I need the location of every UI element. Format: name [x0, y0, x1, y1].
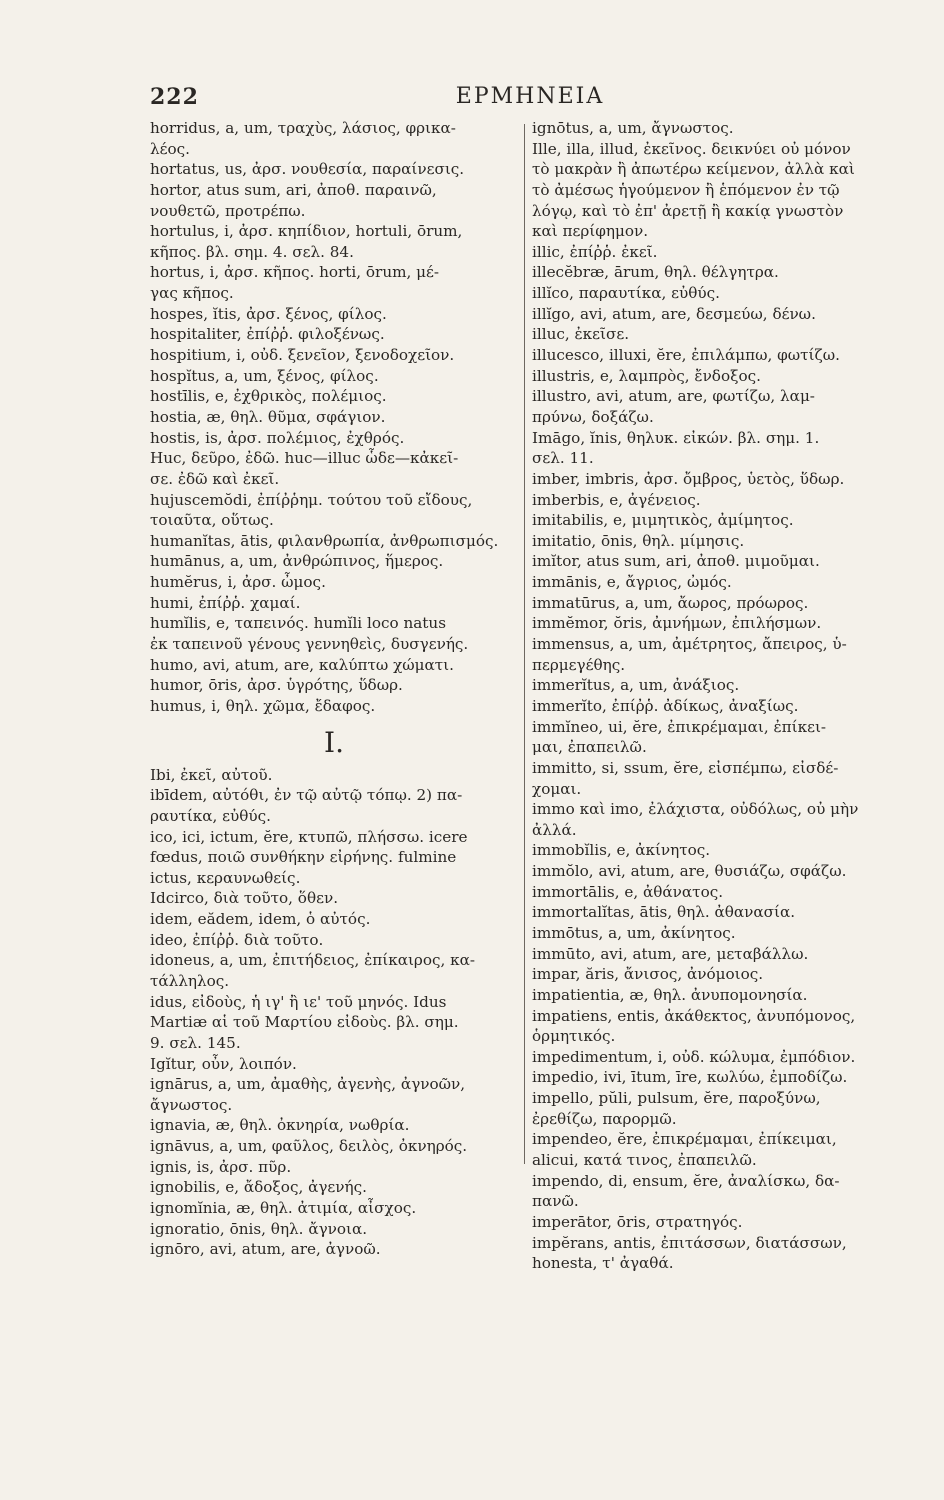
entry-line: τὸ ἀμέσως ἡγούμενον ἢ ἑπόμενον ἐν τῷ	[532, 180, 840, 199]
entry-line: humanĭtas, ātis, φιλανθρωπία, ἀνθρωπισμός.	[150, 531, 499, 550]
entry-line: hospitaliter, ἐπίῤῥ. φιλοξένως.	[150, 325, 385, 344]
entry-line: immortālis, e, ἀθάνατος.	[532, 882, 724, 901]
column-divider	[524, 124, 525, 1164]
entry-line: impello, pŭli, pulsum, ĕre, παροξύνω,	[532, 1089, 821, 1108]
entry-line: 9. σελ. 145.	[150, 1033, 241, 1052]
entry-line: immĭneo, ui, ĕre, ἐπικρέμαμαι, ἐπίκει-	[532, 717, 827, 736]
entry-line: κῆπος. βλ. σημ. 4. σελ. 84.	[150, 242, 354, 261]
entry-line: imber, imbris, ἀρσ. ὄμβρος, ὑετὸς, ὕδωρ.	[532, 469, 845, 488]
entry-line: νουθετῶ, προτρέπω.	[150, 201, 306, 220]
entry-line: illic, ἐπίῤῥ. ἐκεῖ.	[532, 242, 658, 261]
entry-line: immortalĭtas, ātis, θηλ. ἀθανασία.	[532, 903, 796, 922]
entry-line: humi, ἐπίῤῥ. χαμαί.	[150, 593, 301, 612]
entry-line: χομαι.	[532, 779, 582, 798]
entry-line: ignobilis, e, ἄδοξος, ἀγενής.	[150, 1178, 367, 1197]
entry-line: ignomĭnia, æ, θηλ. ἀτιμία, αἶσχος.	[150, 1199, 417, 1218]
entry-line: ἐρεθίζω, παρορμῶ.	[532, 1109, 677, 1128]
entry-line: ἀλλά.	[532, 820, 577, 839]
entry-line: πρύνω, δοξάζω.	[532, 407, 654, 426]
section-letter: I.	[324, 725, 344, 759]
entry-line: honesta, τ' ἀγαθά.	[532, 1254, 674, 1273]
entry-line: immŏlo, avi, atum, are, θυσιάζω, σφάζω.	[532, 862, 847, 881]
entry-line: ignoratio, ōnis, θηλ. ἄγνοια.	[150, 1219, 368, 1238]
left-entries-top	[150, 118, 518, 717]
entry-line: immatūrus, a, um, ἄωρος, πρόωρος.	[532, 593, 809, 612]
entry-line: περμεγέθης.	[532, 655, 626, 674]
right-column	[532, 118, 914, 1274]
entry-line: ραυτίκα, εὐθύς.	[150, 806, 271, 825]
entry-line: humĭlis, e, ταπεινός. humĭli loco natus	[150, 614, 446, 633]
entry-line: illucesco, illuxi, ĕre, ἐπιλάμπω, φωτίζω.	[532, 346, 840, 365]
entry-line: τοιαῦτα, οὕτως.	[150, 511, 274, 530]
entry-line: Ille, illa, illud, ἐκεῖνος. δεικνύει οὐ μόνον	[532, 139, 851, 158]
entry-line: ignis, is, ἀρσ. πῦρ.	[150, 1157, 292, 1176]
entry-line: alicui, κατά τινος, ἐπαπειλῶ.	[532, 1151, 757, 1170]
entry-line: impedio, ivi, ītum, īre, κωλύω, ἐμποδίζω.	[532, 1068, 848, 1087]
entry-line: ibīdem, αὐτόθι, ἐν τῷ αὐτῷ τόπῳ. 2) πα-	[150, 786, 463, 805]
entry-line: hostia, æ, θηλ. θῦμα, σφάγιον.	[150, 407, 386, 426]
entry-line: imitatio, ōnis, θηλ. μίμησις.	[532, 531, 745, 550]
entry-line: hostis, is, ἀρσ. πολέμιος, ἐχθρός.	[150, 428, 405, 447]
entry-line: illecĕbræ, ārum, θηλ. θέλγητρα.	[532, 263, 779, 282]
right-entries	[532, 118, 914, 1274]
entry-line: ἐκ ταπεινοῦ γένους γεννηθεὶς, δυσγενής.	[150, 635, 469, 654]
entry-line: ignāvus, a, um, φαῦλος, δειλὸς, ὀκνηρός.	[150, 1137, 468, 1156]
entry-line: impendo, di, ensum, ĕre, ἀναλίσκω, δα-	[532, 1171, 840, 1190]
entry-line: impatientia, æ, θηλ. ἀνυπομονησία.	[532, 985, 808, 1004]
entry-line: λόγῳ, καὶ τὸ ἐπ' ἀρετῇ ἢ κακίᾳ γνωστὸν	[532, 201, 844, 220]
entry-line: hortatus, us, ἀρσ. νουθεσία, παραίνεσις.	[150, 160, 465, 179]
entry-line: idoneus, a, um, ἐπιτήδειος, ἐπίκαιρος, κα-	[150, 951, 476, 970]
entry-line: ignōtus, a, um, ἄγνωστος.	[532, 119, 734, 137]
entry-line: καὶ περίφημον.	[532, 222, 649, 241]
entry-line: hospĭtus, a, um, ξένος, φίλος.	[150, 366, 379, 385]
entry-line: illĭgo, avi, atum, are, δεσμεύω, δένω.	[532, 304, 816, 323]
entry-line: Martiæ αἱ τοῦ Μαρτίου εἰδοὺς. βλ. σημ.	[150, 1013, 459, 1032]
entry-line: immĕmor, ŏris, ἀμνήμων, ἐπιλήσμων.	[532, 614, 822, 633]
entry-line: illustris, e, λαμπρὸς, ἔνδοξος.	[532, 366, 761, 385]
entry-line: humus, i, θηλ. χῶμα, ἔδαφος.	[150, 696, 376, 715]
entry-line: impendeo, ĕre, ἐπικρέμαμαι, ἐπίκειμαι,	[532, 1130, 837, 1149]
entry-line: immobĭlis, e, ἀκίνητος.	[532, 841, 711, 860]
entry-line: ignārus, a, um, ἀμαθὴς, ἀγενὴς, ἀγνοῶν,	[150, 1075, 466, 1094]
entry-line: immerĭto, ἐπίῤῥ. ἀδίκως, ἀναξίως.	[532, 696, 799, 715]
entry-line: Igĭtur, οὖν, λοιπόν.	[150, 1054, 297, 1073]
entry-line: humor, ōris, ἀρσ. ὑγρότης, ὕδωρ.	[150, 676, 403, 695]
entry-line: hospitium, i, οὐδ. ξενεῖον, ξενοδοχεῖον.	[150, 346, 455, 365]
entry-line: ignavia, æ, θηλ. ὀκνηρία, νωθρία.	[150, 1116, 410, 1135]
entry-line: horridus, a, um, τραχὺς, λάσιος, φρικα-	[150, 119, 456, 137]
entry-line: illustro, avi, atum, are, φωτίζω, λαμ-	[532, 387, 815, 406]
entry-line: πανῶ.	[532, 1192, 579, 1211]
entry-line: hujuscemŏdi, ἐπίῤῥημ. τούτου τοῦ εἴδους,	[150, 490, 473, 509]
entry-line: σε. ἐδῶ καὶ ἐκεῖ.	[150, 469, 280, 488]
left-column	[150, 118, 518, 1260]
entry-line: immo καὶ imo, ἐλάχιστα, οὐδόλως, οὐ μὴν	[532, 800, 859, 819]
entry-line: Imāgo, ĭnis, θηλυκ. εἰκών. βλ. σημ. 1.	[532, 428, 820, 447]
entry-line: λέος.	[150, 139, 190, 158]
entry-line: τάλληλος.	[150, 971, 230, 990]
entry-line: humo, avi, atum, are, καλύπτω χώματι.	[150, 655, 454, 674]
entry-line: immūto, avi, atum, are, μεταβάλλω.	[532, 944, 809, 963]
entry-line: hortus, i, ἀρσ. κῆπος. horti, ōrum, μέ-	[150, 263, 440, 282]
entry-line: impĕrans, antis, ἐπιτάσσων, διατάσσων,	[532, 1233, 847, 1252]
entry-line: hospes, ĭtis, ἀρσ. ξένος, φίλος.	[150, 304, 387, 323]
running-head: ΕΡΜΗΝΕΙΑ	[455, 84, 605, 109]
entry-line: imberbis, e, ἀγένειος.	[532, 490, 701, 509]
entry-line: humānus, a, um, ἀνθρώπινος, ἥμερος.	[150, 552, 444, 571]
entry-line: immōtus, a, um, ἀκίνητος.	[532, 923, 736, 942]
entry-line: ignōro, avi, atum, are, ἀγνοῶ.	[150, 1240, 381, 1259]
entry-line: imĭtor, atus sum, ari, ἀποθ. μιμοῦμαι.	[532, 552, 820, 571]
page-number: 222	[150, 84, 199, 110]
entry-line: immānis, e, ἄγριος, ὠμός.	[532, 573, 732, 592]
entry-line: fœdus, ποιῶ συνθήκην εἰρήνης. fulmine	[150, 848, 457, 867]
entry-line: hortor, atus sum, ari, ἀποθ. παραινῶ,	[150, 180, 437, 199]
entry-line: hortulus, i, ἀρσ. κηπίδιον, hortuli, ōrum,	[150, 222, 463, 241]
entry-line: μαι, ἐπαπειλῶ.	[532, 738, 647, 757]
entry-line: Idcirco, διὰ τοῦτο, ὅθεν.	[150, 889, 339, 908]
entry-line: impedimentum, i, οὐδ. κώλυμα, ἐμπόδιον.	[532, 1047, 856, 1066]
entry-line: ideo, ἐπίῤῥ. διὰ τοῦτο.	[150, 930, 324, 949]
entry-line: imperātor, ōris, στρατηγός.	[532, 1212, 743, 1231]
entry-line: immitto, si, ssum, ĕre, εἰσπέμπω, εἰσδέ-	[532, 758, 839, 777]
entry-line: ὁρμητικός.	[532, 1027, 616, 1046]
entry-line: immerĭtus, a, um, ἀνάξιος.	[532, 676, 740, 695]
entry-line: γας κῆπος.	[150, 284, 234, 303]
entry-line: impatiens, entis, ἀκάθεκτος, ἀνυπόμονος,	[532, 1006, 856, 1025]
entry-line: illĭco, παραυτίκα, εὐθύς.	[532, 284, 720, 303]
entry-line: hostīlis, e, ἐχθρικὸς, πολέμιος.	[150, 387, 387, 406]
entry-line: humĕrus, i, ἀρσ. ὦμος.	[150, 573, 326, 592]
entry-line: Huc, δεῦρο, ἐδῶ. huc—illuc ὧδε—κἀκεῖ-	[150, 449, 459, 468]
entry-line: imitabilis, e, μιμητικὸς, ἀμίμητος.	[532, 511, 794, 530]
entry-line: ico, ici, ictum, ĕre, κτυπῶ, πλήσσω. icere	[150, 827, 468, 846]
entry-line: σελ. 11.	[532, 449, 594, 468]
entry-line: idem, eădem, idem, ὁ αὐτός.	[150, 910, 371, 929]
entry-line: ictus, κεραυνωθείς.	[150, 868, 301, 887]
entry-line: idus, εἰδοὺς, ἡ ιγ' ἢ ιε' τοῦ μηνός. Idus	[150, 992, 447, 1011]
entry-line: impar, ăris, ἄνισος, ἀνόμοιος.	[532, 965, 764, 984]
left-entries-bottom	[150, 765, 518, 1260]
entry-line: ἄγνωστος.	[150, 1095, 233, 1114]
entry-line: τὸ μακρὰν ἢ ἀπωτέρω κείμενον, ἀλλὰ καὶ	[532, 160, 855, 179]
entry-line: immensus, a, um, ἀμέτρητος, ἄπειρος, ὑ-	[532, 635, 847, 654]
entry-line: Ibi, ἐκεῖ, αὐτοῦ.	[150, 765, 273, 784]
entry-line: illuc, ἐκεῖσε.	[532, 325, 630, 344]
